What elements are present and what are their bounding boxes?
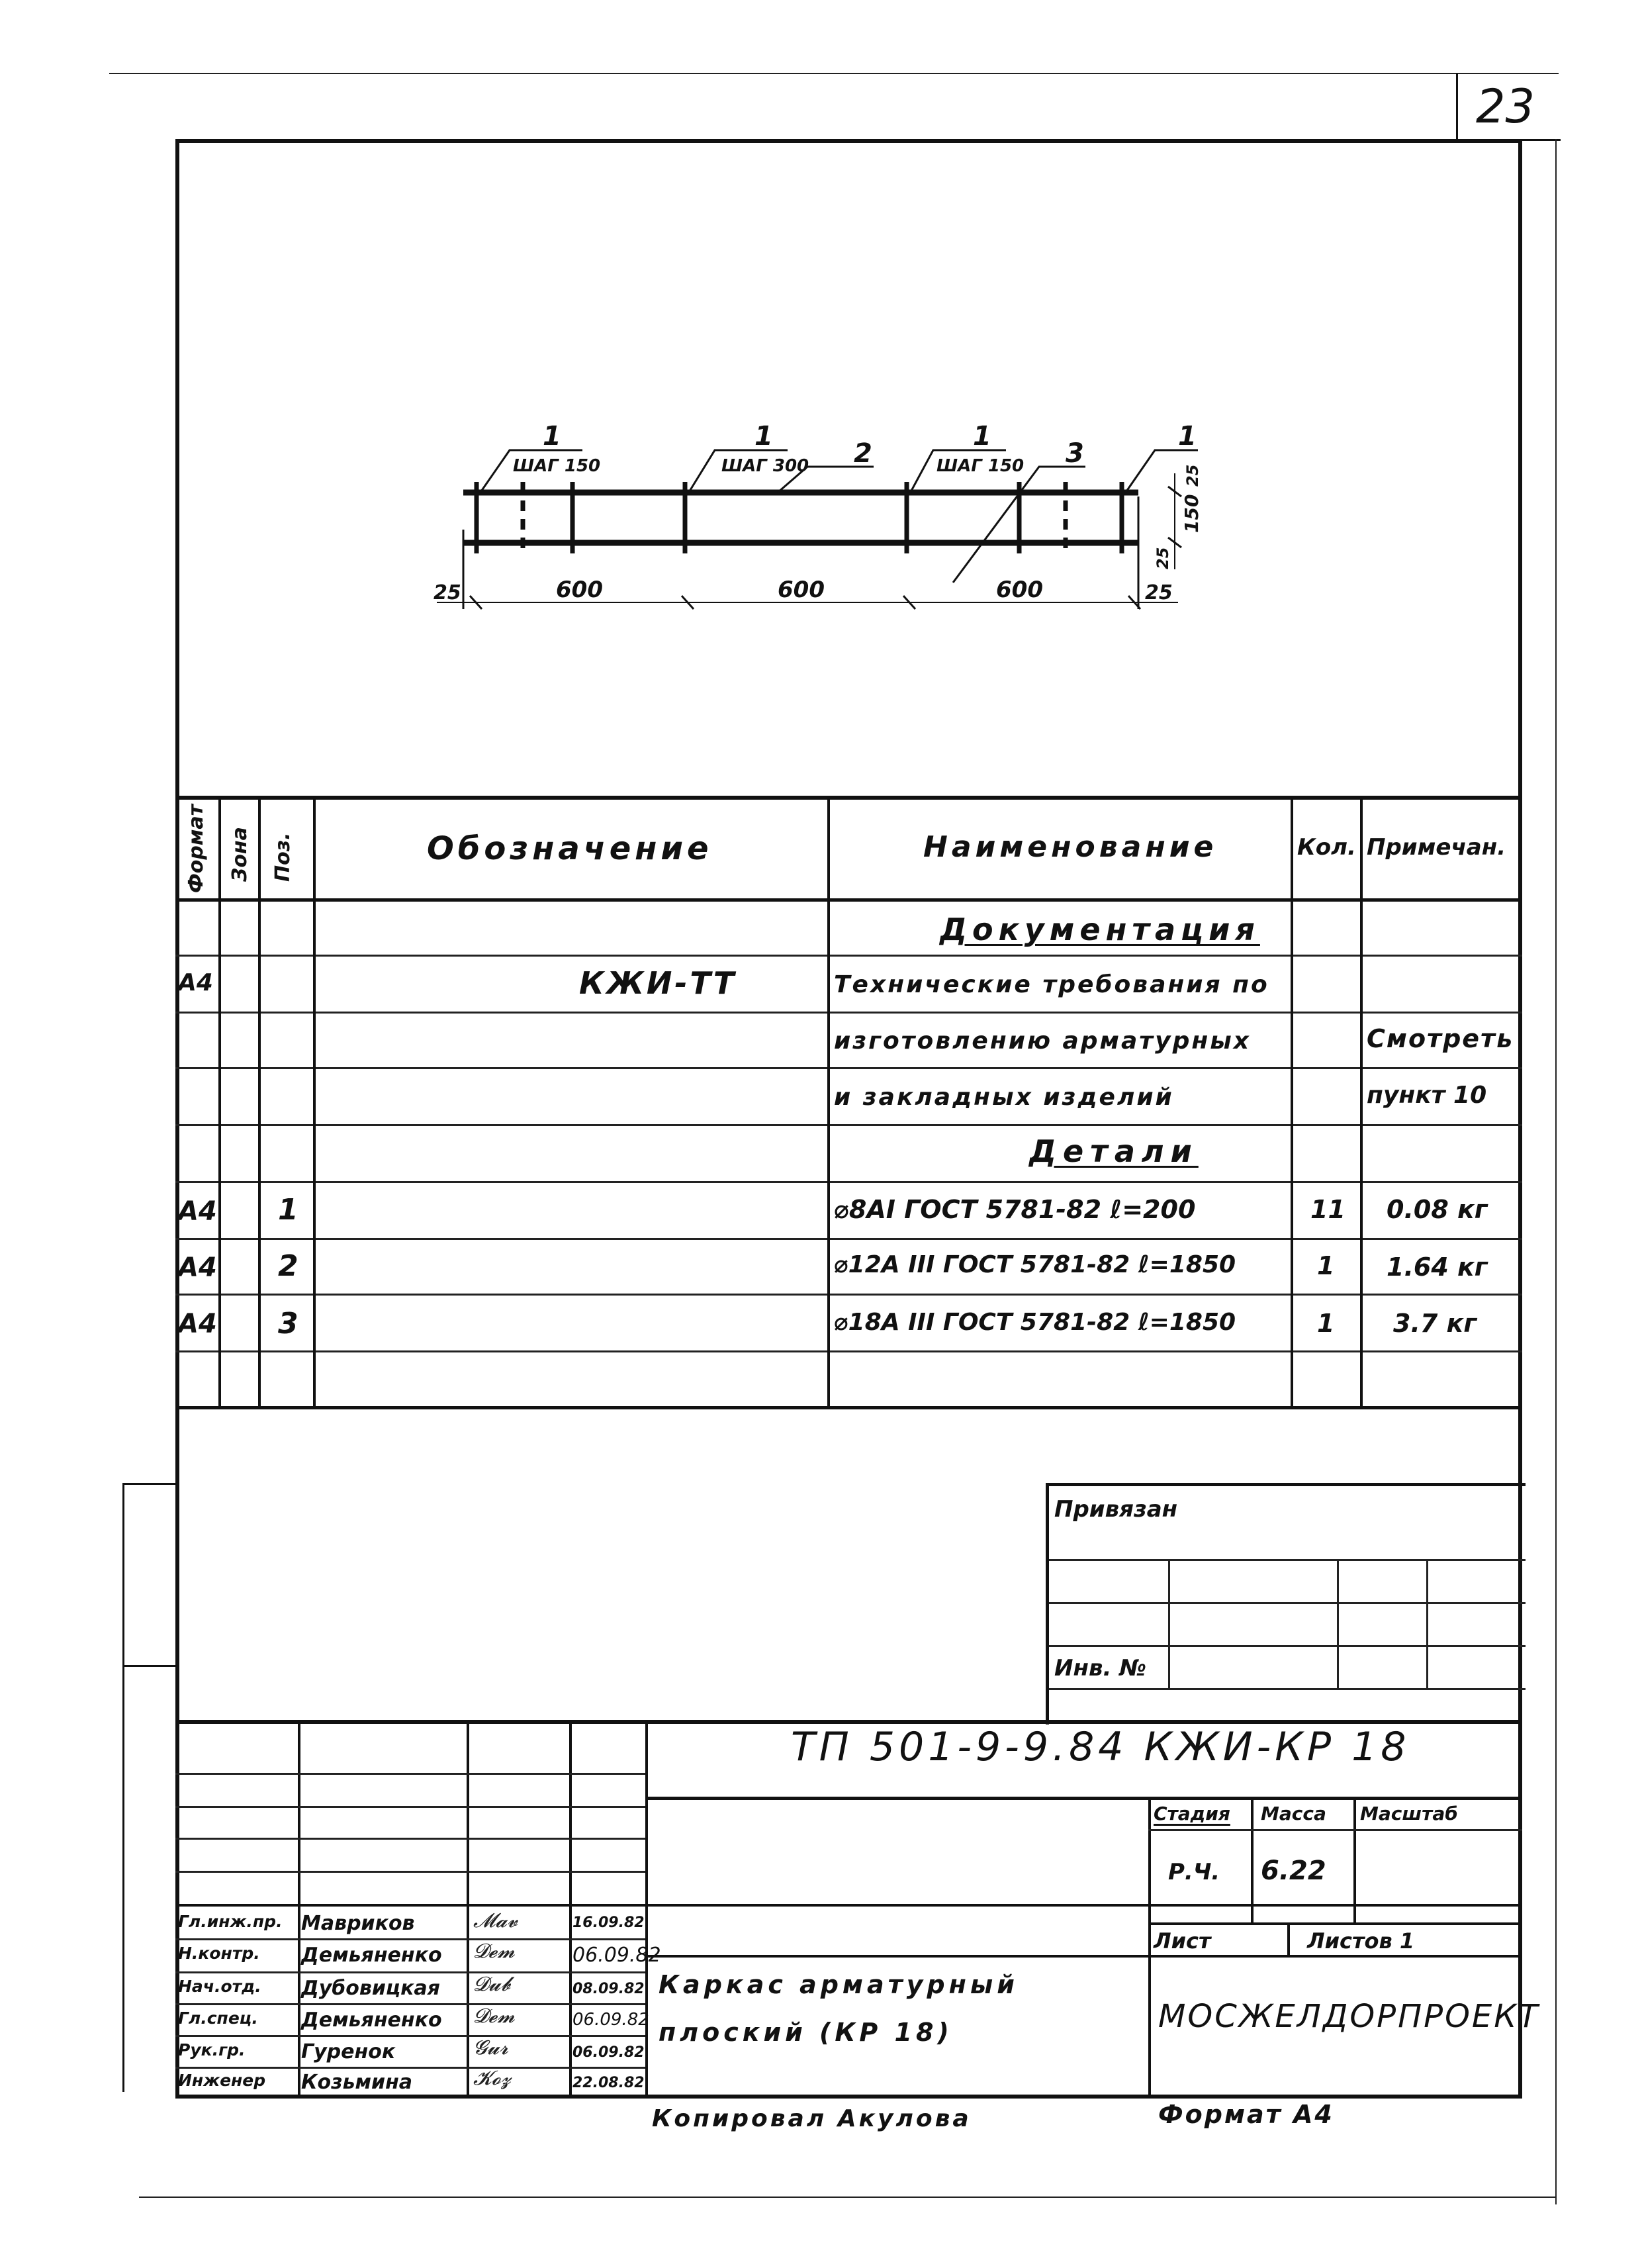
title-line2: плоский (КР 18): [659, 2018, 953, 2047]
signature-mark-2: 𝓓𝓮𝓶: [473, 1940, 515, 1963]
drawing-code: ТП 501-9-9.84 КЖИ-КР 18: [791, 1724, 1410, 1770]
step-label-2: ШАГ 300: [721, 456, 809, 476]
row6-name: ⌀18А III ГОСТ 5781-82 ℓ=1850: [834, 1309, 1236, 1336]
attach-label: Привязан: [1054, 1496, 1178, 1523]
row5-name: ⌀12А III ГОСТ 5781-82 ℓ=1850: [834, 1251, 1236, 1278]
spec-table: [175, 796, 1522, 1430]
leader-2: 2: [854, 438, 872, 469]
mass-label: Масса: [1261, 1803, 1326, 1824]
section-documentation: Документация: [940, 912, 1260, 947]
dim-600-3: 600: [996, 577, 1043, 603]
row3-note: пункт 10: [1367, 1082, 1487, 1109]
stage-value: Р.Ч.: [1168, 1859, 1220, 1885]
binding-tick-1: [122, 1483, 175, 1485]
row5-format: А4: [178, 1252, 217, 1283]
header-qty: Кол.: [1297, 834, 1356, 861]
scale-label: Масштаб: [1360, 1803, 1458, 1824]
row6-qty: 1: [1317, 1309, 1335, 1338]
copied-by: Копировал Акулова: [652, 2105, 972, 2132]
signature-mark-1: 𝓜𝓪𝓿: [473, 1909, 518, 1932]
header-pos: Поз.: [271, 832, 295, 882]
signature-mark-4: 𝓓𝓮𝓶: [473, 2005, 515, 2028]
sheets-label: Листов 1: [1307, 1928, 1415, 1954]
leader-1d: 1: [1178, 421, 1197, 451]
row2-note: Смотреть: [1367, 1024, 1514, 1053]
row1-designation: КЖИ-ТТ: [579, 965, 737, 1001]
header-format: Формат: [185, 804, 208, 893]
dim-600-1: 600: [556, 577, 603, 603]
dim-v-25a: 25: [1183, 464, 1202, 487]
row2-name: изготовлению арматурных: [834, 1027, 1252, 1055]
inv-no-label: Инв. №: [1054, 1655, 1147, 1681]
row1-format: А4: [178, 969, 213, 996]
row1-name: Технические требования по: [834, 971, 1269, 998]
dim-left-25: 25: [433, 581, 461, 604]
title-line1: Каркас арматурный: [659, 1970, 1019, 1999]
title-block: ТП 501-9-9.84 КЖИ-КР 18 Стадия Масса Масштаб Р.Ч. 6.22 Лист Листов 1 Каркас арматурный плоский (КР 18) МОСЖЕЛДОРПРОЕКТ Гл.инж.пр. Мавриков 𝓜𝓪𝓿 16.09.82 Н.контр. Демьяненко 𝓓𝓮𝓶 06.09.82 Нач.отд. Дубовицкая 𝓓𝓾𝓫 08.09.82 Гл.спец. Демьяненко 𝓓𝓮𝓶 06.09.82 Рук.гр. Гуренок 𝓖𝓾𝓻 06.09.82 Инженер Козьмина 𝓚𝓸𝔃 22.08.82: [175, 1720, 1522, 2099]
right-trim-line: [1555, 139, 1557, 2204]
mass-value: 6.22: [1261, 1856, 1326, 1886]
attach-block: [1046, 1483, 1526, 1725]
rebar-cage-drawing: [397, 410, 1257, 636]
row5-note: 1.64 кг: [1387, 1252, 1488, 1282]
page-number: 23: [1476, 79, 1535, 134]
leader-1b: 1: [754, 421, 773, 451]
row3-name: и закладных изделий: [834, 1084, 1174, 1111]
step-label-3: ШАГ 150: [936, 456, 1025, 476]
stage-label: Стадия: [1154, 1803, 1230, 1824]
leader-3: 3: [1066, 438, 1084, 469]
row5-qty: 1: [1317, 1251, 1335, 1280]
dim-right-25: 25: [1145, 581, 1173, 604]
row6-pos: 3: [278, 1307, 298, 1341]
row5-pos: 2: [278, 1249, 298, 1283]
binding-strip: [122, 1483, 177, 2092]
dim-v-150: 150: [1181, 494, 1203, 533]
dim-600-2: 600: [778, 577, 825, 603]
row4-note: 0.08 кг: [1387, 1195, 1488, 1224]
section-details: Детали: [1029, 1133, 1199, 1169]
row6-note: 3.7 кг: [1393, 1309, 1477, 1338]
organization: МОСЖЕЛДОРПРОЕКТ: [1158, 1998, 1540, 2035]
format-label: Формат А4: [1158, 2100, 1334, 2129]
row4-pos: 1: [278, 1193, 298, 1227]
header-designation: Обозначение: [427, 830, 713, 867]
header-zone: Зона: [228, 827, 251, 882]
binding-tick-2: [122, 1665, 175, 1667]
leader-1a: 1: [543, 421, 561, 451]
header-note: Примечан.: [1367, 834, 1506, 861]
row4-name: ⌀8АI ГОСТ 5781-82 ℓ=200: [834, 1195, 1196, 1224]
dim-v-25b: 25: [1154, 547, 1172, 569]
signature-mark-6: 𝓚𝓸𝔃: [473, 2067, 512, 2090]
bottom-trim-line: [139, 2197, 1555, 2198]
header-name: Наименование: [923, 830, 1218, 864]
signature-mark-5: 𝓖𝓾𝓻: [473, 2036, 509, 2059]
row4-format: А4: [178, 1196, 217, 1227]
row6-format: А4: [178, 1309, 217, 1339]
sheet-label: Лист: [1154, 1928, 1211, 1954]
step-label-1: ШАГ 150: [513, 456, 601, 476]
row4-qty: 11: [1310, 1195, 1346, 1224]
top-trim-line: [109, 73, 1559, 74]
leader-1c: 1: [973, 421, 991, 451]
signature-mark-3: 𝓓𝓾𝓫: [473, 1973, 511, 1996]
